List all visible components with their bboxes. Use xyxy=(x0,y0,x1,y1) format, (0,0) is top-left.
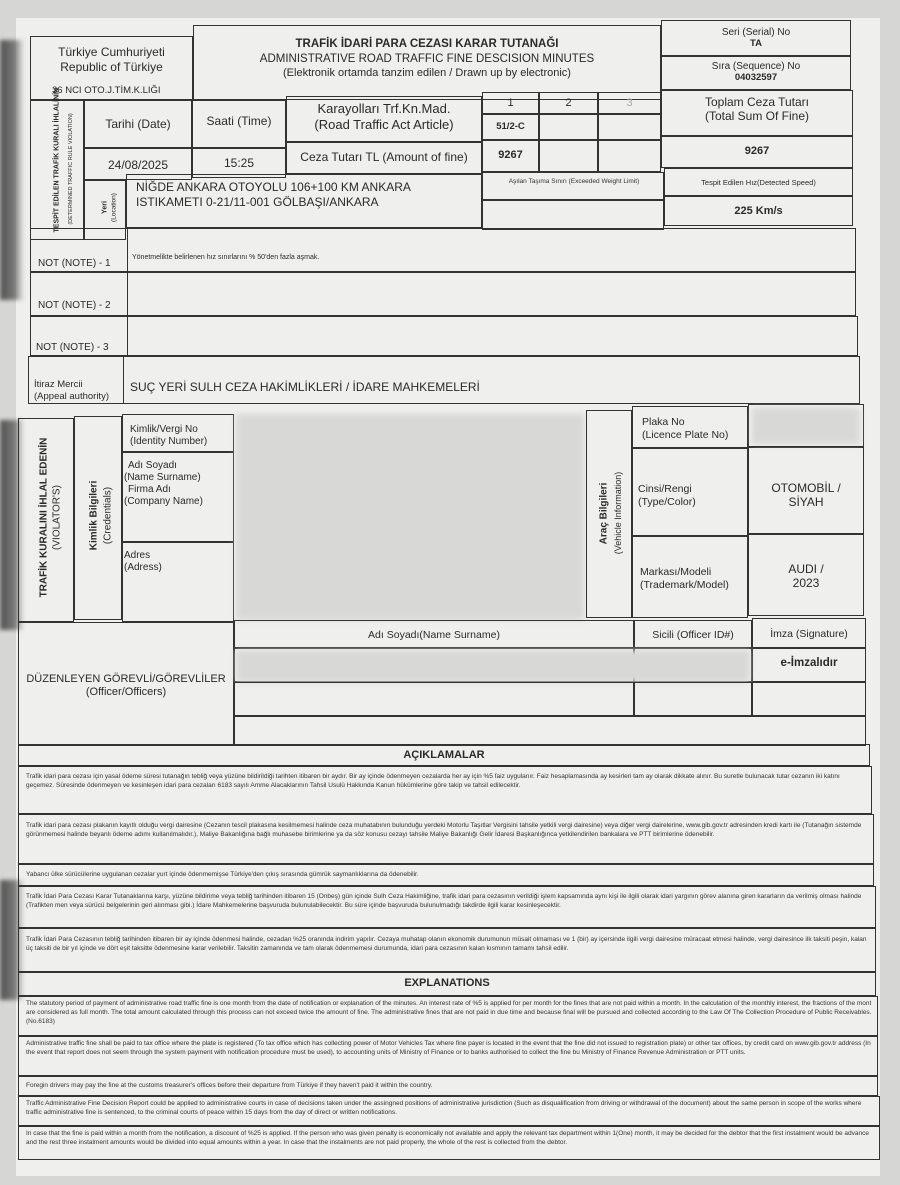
appeal-label-1: İtiraz Mercii xyxy=(34,379,83,390)
signature-value: e-İmzalıdır xyxy=(780,657,838,669)
violator-side-label-en: (VIOLATOR'S) xyxy=(51,485,63,550)
subtitle: (Elektronik ortamda tanzim edilen / Drawn up by electronic) xyxy=(283,67,571,79)
id-label-1: Kimlik/Vergi No xyxy=(130,424,198,435)
officer-name-header: Adı Soyadı(Name Surname) xyxy=(368,629,500,641)
fine-value-3-box xyxy=(598,140,661,172)
time-value: 15:25 xyxy=(223,156,255,170)
speed-label: Tespit Edilen Hız(Detected Speed) xyxy=(701,178,816,187)
explanations-heading: EXPLANATIONS xyxy=(404,977,490,989)
date-value: 24/08/2025 xyxy=(107,158,169,172)
location-side-en: (Location) xyxy=(110,193,118,222)
article-label-2: (Road Traffic Act Article) xyxy=(314,117,454,132)
country-en: Republic of Türkiye xyxy=(60,60,163,74)
scan-smudge xyxy=(0,40,24,300)
officer-side-label-2: (Officer/Officers) xyxy=(85,686,167,698)
explanation-5: In case that the fine is paid within a month from the notification, a discount of %25 is applied. If the person who was given penalty is economically not available and apply the relevant tax department within 1(One) month, it may be decided for the debtor that the first instalment would be advance and the rest three instalment amounts would be divided into equal amounts within a year. In case that the instalments are not paid properly, the whole of the rest is collected from the debtor. xyxy=(26,1130,869,1146)
make-value-2: 2023 xyxy=(792,576,820,590)
sequence-value: 04032597 xyxy=(734,72,778,83)
total-value: 9267 xyxy=(744,145,770,157)
location-side-tr: Yeri xyxy=(101,201,109,214)
name-label-3: Firma Adı xyxy=(128,484,171,495)
article-value-3-box xyxy=(598,114,661,140)
total-label-1: Toplam Ceza Tutarı xyxy=(704,95,810,109)
note-1-value: Yönetmelikte belirlenen hız sınırlarını % 50'den fazla aşmak. xyxy=(132,254,320,261)
fine-label: Ceza Tutarı TL (Amount of fine) xyxy=(300,150,468,164)
unit-name: 36 NCI OTO.J.TİM.K.LIĞI xyxy=(52,85,161,96)
explanation-2: Administrative traffic fine shall be paid to tax office where the plate is registered (To tax office which has collecting power of Motor Vehicles Tax where fine payer is located in the event that the fine did not issued to registration plate) or other tax offices, by credit card on www.gib.gov.tr address (In the event that report does not seem through the system payment with notification procedure must be used), to accounting units of Ministry of Finance or to banks authorised to collect the fine bu Ministry of Finance Revenue Administration or PTT units. xyxy=(26,1040,871,1056)
note-3-row xyxy=(30,316,858,356)
officer-row-2-name xyxy=(234,682,634,716)
address-label-1: Adres xyxy=(124,550,151,561)
vehicle-side-label-en: (Vehicle Information) xyxy=(613,471,623,555)
serial-value: TA xyxy=(750,38,762,49)
note-2-row xyxy=(30,272,856,316)
redacted-violator-info xyxy=(236,414,584,620)
make-value-1: AUDI / xyxy=(788,562,824,576)
id-label-2: (Identity Number) xyxy=(130,436,208,447)
article-value: 51/2-C xyxy=(496,121,525,132)
total-label-2: (Total Sum Of Fine) xyxy=(704,109,810,123)
credentials-side-label: Kimlik Bilgileri xyxy=(88,480,100,551)
name-label-4: (Company Name) xyxy=(124,496,203,507)
officer-side-label-1: DÜZENLEYEN GÖREVLİ/GÖREVLİLER xyxy=(26,673,226,685)
country-tr: Türkiye Cumhuriyeti xyxy=(58,45,165,59)
location-line-2: ISTIKAMETI 0-21/11-001 GÖLBAŞI/ANKARA xyxy=(136,195,379,209)
note-1-label: NOT (NOTE) - 1 xyxy=(38,258,111,269)
weight-label: Aşılan Taşıma Sınırı (Exceeded Weight Limit) xyxy=(508,178,640,185)
name-label-1: Adı Soyadı xyxy=(128,460,177,471)
appeal-label-2: (Appeal authority) xyxy=(34,391,109,402)
location-line-1: NİĞDE ANKARA OTOYOLU 106+100 KM ANKARA xyxy=(136,180,411,194)
type-value-2: SİYAH xyxy=(788,495,824,509)
violator-side-label: TRAFİK KURALINI İHLAL EDENİN xyxy=(38,437,50,598)
type-label-1: Cinsi/Rengi xyxy=(638,483,692,495)
officer-row-3 xyxy=(234,716,866,746)
redacted-officer-info xyxy=(236,650,750,682)
aciklama-1: Trafik idari para cezası için yasal ödeme süresi tutanağın tebliğ veya yüzüne bildirildiği tarihten itibaren bir aydır. Bir ay içinde ödenmeyen cezalarda her ay için %5 faiz uygulanır. Faiz hesaplamasında ay kesirleri tam ay olarak dikkate alınır. Bu suretle bulunacak tutar cezanın iki katını geçemez. Süresinde ödenmeyen ve kesinleşen idari para cezaları 6183 sayılı Amme Alacaklarının Tahsil Usulü Hakkında Kanun hükümlerine göre takip ve tahsil edilecektir. xyxy=(26,773,840,789)
offence-side-label: TESPİT EDİLEN TRAFİK KURALI İHLALİNİN xyxy=(53,87,61,233)
sequence-label: Sıra (Sequence) No xyxy=(711,61,801,72)
offence-side-label-en: (DETERMINED TRAFFIC RULE VIOLATION) xyxy=(68,113,74,225)
aciklama-3: Yabancı ülke sürücülerine uygulanan cezalar yurt içinde ödenmemişse Türkiye'den çıkış sırasında gümrük saymanlıklarına da ödenebilir. xyxy=(26,871,419,878)
officer-row-2-signature xyxy=(752,682,866,716)
address-label-2: (Adress) xyxy=(124,562,162,573)
explanation-1: The statutory period of payment of administrative road traffic fine is one month from the date of notification or explanation of the minutes. An interest rate of %5 is applied for per month for the fines that are not paid within a month. In the calculation of the monthly interest, the fractions of the mont are considered as full month. The total amount calculated through this process can not exceed twice the amount of fine. The administrative fines that are not paid in due time and because final will be pursued and collected according to the Law Of The Collection Procedure of Public Receivables. (No.6183) xyxy=(26,1000,872,1025)
weight-value-box xyxy=(482,200,664,230)
note-1-row xyxy=(30,228,856,272)
serial-label: Seri (Serial) No xyxy=(721,27,791,38)
type-label-2: (Type/Color) xyxy=(638,496,696,508)
make-label-1: Markası/Modeli xyxy=(640,566,712,578)
note-2-label: NOT (NOTE) - 2 xyxy=(38,300,111,311)
plate-label-2: (Licence Plate No) xyxy=(642,429,729,441)
article-col-3-label: 3 xyxy=(626,97,633,109)
aciklama-4: Trafik İdari Para Cezası Karar Tutanaklarına karşı, yüzüne bildirime veya tebliğ tarihinden itibaren 15 (Onbeş) gün içinde Sulh Ceza Hakimliğine, trafik idari para cezasının verildiği işlem kapsamında aynı kişi ile ilgili olarak idari yargının görev alanına giren kararların da verilmiş olması halinde (Trafikten men veya sürücü belgelerinin geri alınması gibi.) İdare Mahkemelerine başvuruda bulunulabilecektir. Bu süre içinde başvuruda bulunulmadığı takdirde ilgili karar kesinleşecektir. xyxy=(26,893,862,909)
signature-header: İmza (Signature) xyxy=(770,628,848,640)
article-col-1-label: 1 xyxy=(507,97,514,109)
speed-value: 225 Km/s xyxy=(734,205,783,217)
title-en: ADMINISTRATIVE ROAD TRAFFIC FINE DESCISION MINUTES xyxy=(259,53,595,65)
note-3-label: NOT (NOTE) - 3 xyxy=(36,342,109,353)
title-tr: TRAFİK İDARİ PARA CEZASI KARAR TUTANAĞI xyxy=(295,38,559,50)
explanation-3: Foregin drivers may pay the fine at the customs treasurer's offices before their departure from Türkiye if they haven't paid it within the country. xyxy=(26,1082,433,1089)
fine-value: 9267 xyxy=(498,149,523,161)
appeal-value: SUÇ YERİ SULH CEZA HAKİMLİKLERİ / İDARE MAHKEMELERİ xyxy=(130,380,480,394)
make-label-2: (Trademark/Model) xyxy=(640,579,729,591)
plate-label-1: Plaka No xyxy=(642,416,685,428)
redacted-plate xyxy=(752,408,860,444)
name-label-2: (Name Surname) xyxy=(124,472,201,483)
aciklamalar-heading: AÇIKLAMALAR xyxy=(403,749,485,761)
aciklama-2: Trafik idari para cezası plakanın kayıtlı olduğu vergi dairesine (Cezanın tescil plakasına kesilmemesi halinde ceza muhatabının bulunduğu yerdeki Motorlu Taşıtlar Vergisini tahsile yetkili vergi dairesine) veya diğer vergi dairelerine, www.gib.gov.tr adresinden kredi kartı ile (Tutanağın sistemde görünmemesi halinde beyanlı ödeme adımı kullanılmalıdır.), Maliye Bakanlığına bağlı muhasebe birimlerine ya da söz konusu cezayı tahsile Maliye Bakanlığı Gelir İdaresi Başkanlığınca yetkilendirilen bankalara ve PTT birimlerine ödenebilir. xyxy=(26,822,862,838)
credentials-side-label-en: (Credentials) xyxy=(102,486,114,545)
article-col-2-label: 2 xyxy=(565,97,572,109)
aciklama-5: Trafik İdari Para Cezasının tebliğ tarihinden itibaren bir ay içinde ödenmesi halinde, cezadan %25 oranında indirim yapılır. Cezaya muhatap olanın ekonomik durumunun müsait olmaması ve 1 (bir) ay içersinde ilgili vergi dairesine müracaat etmesi halinde, vergi dairesince ilk taksiti peşin, kalan üç taksiti de bir yıl içinde ve dört eşit taksitte ödenmesine karar verilebilir. Taksitin zamanında ve tam olarak ödenmemesi durumunda, idari para cezasının kalan kısmının tamamı tahsil edilir. xyxy=(26,936,867,952)
article-label-1: Karayolları Trf.Kn.Mad. xyxy=(317,101,451,116)
fine-value-2-box xyxy=(539,140,598,172)
officer-id-header: Sicili (Officer ID#) xyxy=(652,629,734,641)
time-label: Saati (Time) xyxy=(206,114,272,128)
officer-row-2-id xyxy=(634,682,752,716)
explanation-4: Traffic Administrative Fine Decision Report could be applied to administrative courts in case of decisions taken under the assingned positions of administrative jurisdiction (Such as disqualification from driving or withdrawal of the document) about the same person in scope of the works where traffic administrative fine is sentenced, to the criminal courts of peace within 15 days from the day of direct or written notifications. xyxy=(26,1100,862,1116)
type-value-1: OTOMOBİL / xyxy=(771,481,841,495)
vehicle-side-label: Araç Bilgileri xyxy=(598,482,610,545)
date-label: Tarihi (Date) xyxy=(105,117,171,131)
article-value-2-box xyxy=(539,114,598,140)
